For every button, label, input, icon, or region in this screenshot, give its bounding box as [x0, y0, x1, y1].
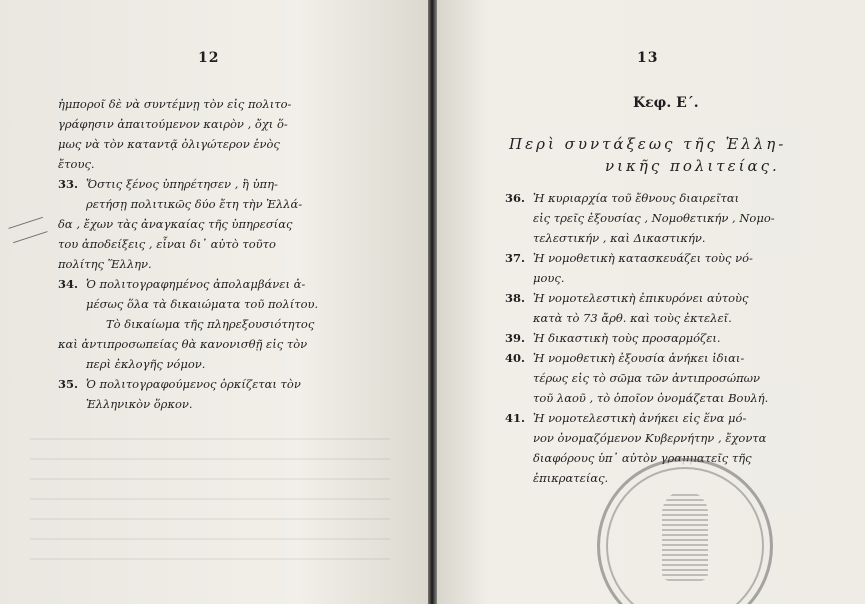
line-text: Ἡ δικαστικὴ τοὺς προσαρμόζει.	[533, 331, 721, 345]
text-line	[58, 334, 378, 354]
line-text: ἔτους.	[58, 157, 95, 171]
text-line	[505, 248, 835, 268]
line-text: Τὸ δικαίωμα τῆς πληρεξουσιότητος	[106, 317, 315, 331]
text-line	[505, 368, 835, 388]
pencil-mark	[8, 217, 47, 243]
text-line	[505, 288, 835, 308]
line-text: Ἡ νομοτελεστικὴ ἀνήκει εἰς ἕνα μό-	[533, 411, 747, 425]
text-line	[505, 408, 835, 428]
line-text: κατὰ τὸ 73 ἄρθ. καὶ τοὺς ἐκτελεῖ.	[533, 311, 732, 325]
show-through-text	[30, 420, 390, 560]
text-line	[58, 234, 378, 254]
line-text: καὶ ἀντιπροσωπείας θὰ κανονισθῇ εἰς τὸν	[58, 337, 308, 351]
article-number: 35.	[58, 377, 79, 391]
text-line	[505, 228, 835, 248]
text-line	[505, 188, 835, 208]
text-line	[505, 328, 835, 348]
left-page-number: 12	[198, 50, 220, 66]
line-text: πολίτης Ἕλλην.	[58, 257, 152, 271]
line-text: του ἀποδείξεις , εἶναι δι᾽ αὐτὸ τοῦτο	[58, 237, 276, 251]
article-number: 39.	[505, 331, 526, 345]
right-page	[437, 0, 865, 604]
right-page-body	[505, 188, 835, 488]
text-line	[58, 374, 378, 394]
text-line	[58, 154, 378, 174]
left-page	[0, 0, 428, 604]
line-text: μως νὰ τὸν καταντᾷ ὀλιγώτερον ἑνὸς	[58, 137, 280, 151]
article-number: 41.	[505, 411, 526, 425]
line-text: τέρως εἰς τὸ σῶμα τῶν ἀντιπροσώπων	[533, 371, 761, 385]
line-text: Ὁ πολιτογραφούμενος ὁρκίζεται τὸν	[86, 377, 301, 391]
article-number: 38.	[505, 291, 526, 305]
line-text: τελεστικήν , καὶ Δικαστικήν.	[533, 231, 706, 245]
text-line	[58, 94, 378, 114]
text-line	[505, 268, 835, 288]
article-number: 37.	[505, 251, 526, 265]
line-text: τοῦ λαοῦ , τὸ ὁποῖον ὀνομάζεται Βουλή.	[533, 391, 769, 405]
line-text: περὶ ἐκλογῆς νόμον.	[86, 357, 206, 371]
line-text: νον ὀνομαζόμενον Κυβερνήτην , ἔχοντα	[533, 431, 767, 445]
text-line	[58, 294, 378, 314]
line-text: γράφησιν ἀπαιτούμενον καιρὸν , ὄχι ὅ-	[58, 117, 288, 131]
chapter-label: Κεφ. Ε΄.	[633, 95, 699, 111]
text-line	[58, 394, 378, 414]
left-page-body	[58, 94, 378, 414]
text-line	[505, 348, 835, 368]
stamp-figure-icon	[662, 491, 708, 581]
line-text: Ἑλληνικὸν ὅρκον.	[86, 397, 193, 411]
line-text: μέσως ὅλα τὰ δικαιώματα τοῦ πολίτου.	[86, 297, 319, 311]
line-text: μους.	[533, 271, 565, 285]
line-text: Ἡ νομοθετικὴ κατασκευάζει τοὺς νό-	[533, 251, 753, 265]
line-text: Ἡ νομοθετικὴ ἐξουσία ἀνήκει ἰδιαι-	[533, 351, 745, 365]
book-gutter	[428, 0, 437, 604]
text-line	[58, 134, 378, 154]
line-text: Ἡ νομοτελεστικὴ ἐπικυρόνει αὐτοὺς	[533, 291, 749, 305]
text-line	[58, 114, 378, 134]
line-text: δα , ἔχων τὰς ἀναγκαίας τῆς ὑπηρεσίας	[58, 217, 293, 231]
section-heading-line-1: Περὶ συντάξεως τῆς Ἑλλη-	[509, 135, 787, 153]
text-line	[58, 314, 378, 334]
article-number: 33.	[58, 177, 79, 191]
text-line	[58, 214, 378, 234]
text-line	[58, 174, 378, 194]
text-line	[58, 194, 378, 214]
article-number: 34.	[58, 277, 79, 291]
line-text: Ὁ πολιτογραφημένος ἀπολαμβάνει ἀ-	[86, 277, 306, 291]
article-number: 36.	[505, 191, 526, 205]
right-page-number: 13	[637, 50, 659, 66]
section-heading	[509, 133, 829, 177]
text-line	[505, 208, 835, 228]
line-text: διαφόρους ὑπ᾽ αὐτὸν γραμματεῖς τῆς	[533, 451, 752, 465]
line-text: ρετήσῃ πολιτικῶς δύο ἔτη τὴν Ἑλλά-	[86, 197, 303, 211]
section-heading-line-2: νικῆς πολιτείας.	[605, 157, 780, 175]
line-text: εἰς τρεῖς ἐξουσίας , Νομοθετικήν , Νομο-	[533, 211, 775, 225]
line-text: ἐπικρατείας.	[533, 471, 609, 485]
line-text: ἠμποροῖ δὲ νὰ συντέμνῃ τὸν εἰς πολιτο-	[58, 97, 292, 111]
text-line	[505, 308, 835, 328]
text-line	[58, 274, 378, 294]
text-line	[58, 354, 378, 374]
line-text: Ἡ κυριαρχία τοῦ ἔθνους διαιρεῖται	[533, 191, 740, 205]
text-line	[58, 254, 378, 274]
line-text: Ὅστις ξένος ὑπηρέτησεν , ἢ ὑπη-	[86, 177, 278, 191]
text-line	[505, 428, 835, 448]
article-number: 40.	[505, 351, 526, 365]
text-line	[505, 388, 835, 408]
